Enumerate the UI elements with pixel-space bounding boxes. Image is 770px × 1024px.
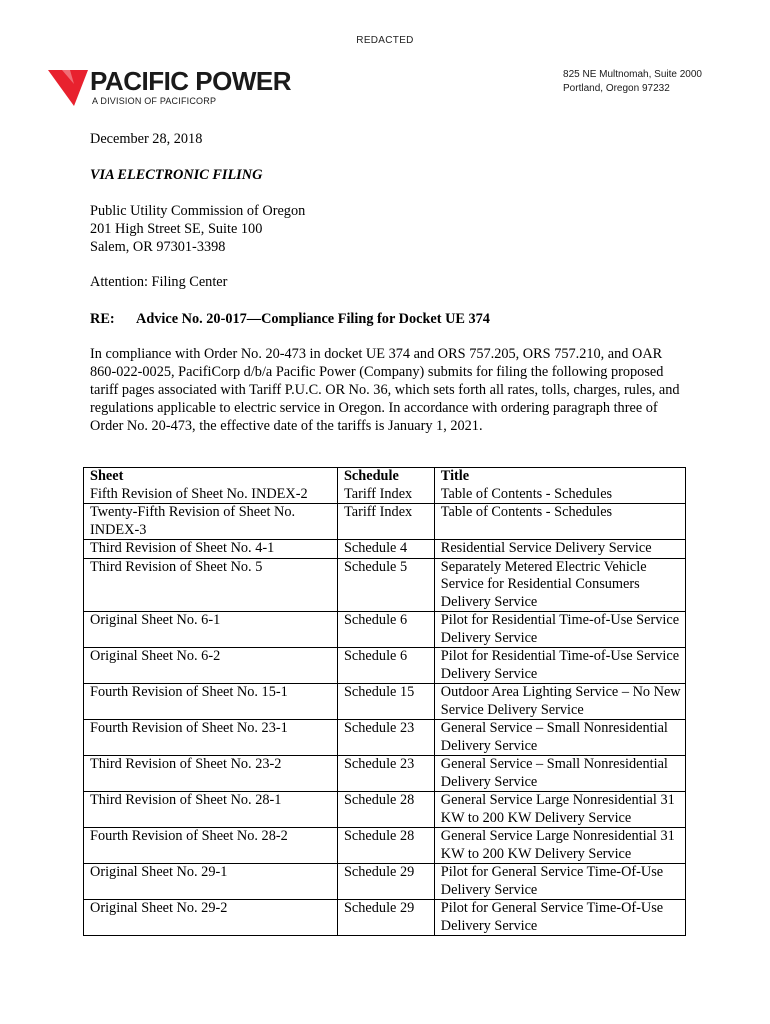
letter-date: December 28, 2018 — [90, 131, 203, 147]
cell-schedule: Schedule 6 — [337, 612, 434, 648]
table-row — [84, 720, 686, 756]
attention-line: Attention: Filing Center — [90, 274, 228, 290]
table-row — [84, 540, 686, 559]
cell-sheet: Original Sheet No. 6-1 — [84, 612, 338, 648]
table-row — [84, 648, 686, 684]
cell-schedule: Schedule 4 — [337, 540, 434, 559]
column-header-title: Title — [434, 468, 685, 486]
subject-text: Advice No. 20-017—Compliance Filing for Docket UE 374 — [136, 311, 490, 327]
cell-title: Outdoor Area Lighting Service – No New Service Delivery Service — [434, 684, 685, 720]
cell-sheet: Original Sheet No. 29-1 — [84, 864, 338, 900]
company-address — [563, 68, 702, 96]
addressee-line: 201 High Street SE, Suite 100 — [90, 221, 263, 237]
cell-sheet: Twenty-Fifth Revision of Sheet No. INDEX-3 — [84, 504, 338, 540]
pacific-power-logo-icon — [48, 70, 88, 106]
cell-sheet: Fourth Revision of Sheet No. 23-1 — [84, 720, 338, 756]
company-name: PACIFIC POWER — [90, 66, 292, 96]
cell-schedule: Tariff Index — [337, 486, 434, 504]
cell-title: Residential Service Delivery Service — [434, 540, 685, 559]
cell-schedule: Schedule 6 — [337, 648, 434, 684]
addressee-line: Public Utility Commission of Oregon — [90, 203, 306, 219]
company-logo — [48, 68, 308, 112]
cell-sheet: Third Revision of Sheet No. 23-2 — [84, 756, 338, 792]
redacted-label: REDACTED — [356, 35, 414, 46]
cell-schedule: Schedule 15 — [337, 684, 434, 720]
address-line-1: 825 NE Multnomah, Suite 2000 — [563, 69, 702, 80]
cell-schedule: Tariff Index — [337, 504, 434, 540]
cell-title: General Service – Small Nonresidential Delivery Service — [434, 720, 685, 756]
cell-schedule: Schedule 29 — [337, 864, 434, 900]
subject-label: RE: — [90, 311, 115, 327]
table-row — [84, 756, 686, 792]
cell-title: Table of Contents - Schedules — [434, 486, 685, 504]
cell-sheet: Third Revision of Sheet No. 5 — [84, 558, 338, 612]
cell-title: Pilot for General Service Time-Of-Use Delivery Service — [434, 900, 685, 936]
addressee-block — [90, 202, 305, 256]
table-row — [84, 558, 686, 612]
cell-sheet: Original Sheet No. 6-2 — [84, 648, 338, 684]
cell-title: Pilot for Residential Time-of-Use Service Delivery Service — [434, 612, 685, 648]
address-line-2: Portland, Oregon 97232 — [563, 83, 670, 94]
cell-schedule: Schedule 5 — [337, 558, 434, 612]
cell-sheet: Third Revision of Sheet No. 28-1 — [84, 792, 338, 828]
column-header-sheet: Sheet — [84, 468, 338, 486]
table-row — [84, 486, 686, 504]
cell-sheet: Third Revision of Sheet No. 4-1 — [84, 540, 338, 559]
addressee-line: Salem, OR 97301-3398 — [90, 239, 226, 255]
tariff-sheets-table — [83, 467, 686, 936]
cell-sheet: Fourth Revision of Sheet No. 15-1 — [84, 684, 338, 720]
letter-body: In compliance with Order No. 20-473 in docket UE 374 and ORS 757.205, ORS 757.210, and OAR 860-022-0025, PacifiCorp d/b/a Pacific Power (Company) submits for filing the following proposed tariff pages associated with Tariff P.U.C. OR No. 36, which sets forth all rates, tolls, charges, rules, and regulations applicable to electric service in Oregon. In accordance with ordering paragraph three of Order No. 20-473, the effective date of the tariffs is January 1, 2021. — [90, 346, 680, 434]
table-row — [84, 900, 686, 936]
cell-schedule: Schedule 28 — [337, 792, 434, 828]
table-row — [84, 504, 686, 540]
table-row — [84, 612, 686, 648]
table-row — [84, 828, 686, 864]
cell-title: General Service – Small Nonresidential Delivery Service — [434, 756, 685, 792]
subject-line — [90, 310, 490, 328]
cell-schedule: Schedule 28 — [337, 828, 434, 864]
cell-sheet: Original Sheet No. 29-2 — [84, 900, 338, 936]
company-division: A DIVISION OF PACIFICORP — [92, 96, 217, 106]
delivery-method: VIA ELECTRONIC FILING — [90, 167, 263, 183]
cell-title: Pilot for Residential Time-of-Use Service Delivery Service — [434, 648, 685, 684]
column-header-schedule: Schedule — [337, 468, 434, 486]
cell-sheet: Fourth Revision of Sheet No. 28-2 — [84, 828, 338, 864]
cell-schedule: Schedule 23 — [337, 720, 434, 756]
cell-title: Table of Contents - Schedules — [434, 504, 685, 540]
cell-sheet: Fifth Revision of Sheet No. INDEX-2 — [84, 486, 338, 504]
table-row — [84, 792, 686, 828]
cell-title: General Service Large Nonresidential 31 KW to 200 KW Delivery Service — [434, 828, 685, 864]
cell-schedule: Schedule 29 — [337, 900, 434, 936]
cell-title: General Service Large Nonresidential 31 KW to 200 KW Delivery Service — [434, 792, 685, 828]
cell-title: Separately Metered Electric Vehicle Service for Residential Consumers Delivery Service — [434, 558, 685, 612]
table-header-row — [84, 468, 686, 486]
cell-title: Pilot for General Service Time-Of-Use Delivery Service — [434, 864, 685, 900]
cell-schedule: Schedule 23 — [337, 756, 434, 792]
table-row — [84, 684, 686, 720]
table-row — [84, 864, 686, 900]
